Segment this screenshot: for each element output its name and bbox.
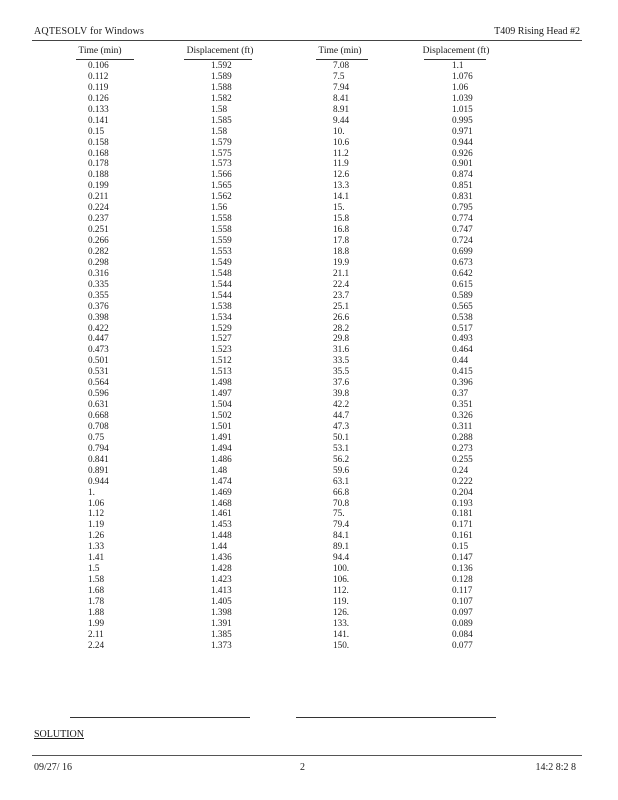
table-row — [0, 148, 618, 159]
solution-label: SOLUTION — [34, 729, 84, 740]
displacement-cell: 1.544 — [211, 289, 232, 300]
table-end-rule — [296, 717, 496, 718]
displacement-cell: 0.147 — [452, 552, 473, 563]
displacement-cell: 0.673 — [452, 256, 473, 267]
time-cell: 112. — [333, 585, 349, 595]
time-cell: 1.99 — [88, 617, 105, 628]
time-cell: 0.141 — [88, 114, 109, 125]
app-title: AQTESOLV for Windows — [34, 26, 145, 37]
table-row — [0, 224, 618, 235]
table-row — [0, 399, 618, 410]
time-cell: 0.237 — [88, 213, 109, 224]
time-cell: 0.158 — [88, 136, 109, 147]
col-header-time-1: Time (min) — [78, 46, 122, 56]
time-cell: 37.6 — [333, 377, 350, 388]
table-row — [0, 454, 618, 465]
footer-date: 09/27/ 16 — [34, 762, 73, 773]
displacement-cell: 0.589 — [452, 289, 473, 300]
displacement-cell: 1.385 — [211, 628, 232, 639]
time-cell: 8.91 — [333, 103, 350, 114]
displacement-cell: 1.534 — [211, 311, 232, 322]
time-cell: 0.15 — [88, 125, 105, 136]
time-cell: 25.1 — [333, 300, 350, 311]
table-row — [0, 279, 618, 290]
displacement-cell: 0.415 — [452, 366, 473, 377]
displacement-cell: 0.493 — [452, 333, 473, 344]
table-row — [0, 476, 618, 487]
time-cell: 0.224 — [88, 202, 109, 213]
time-cell: 13.3 — [333, 180, 350, 191]
displacement-cell: 0.273 — [452, 442, 473, 453]
table-row — [0, 333, 618, 344]
displacement-cell: 0.396 — [452, 377, 473, 388]
table-row — [0, 235, 618, 246]
displacement-cell: 1.559 — [211, 235, 232, 245]
displacement-cell: 1.373 — [211, 639, 232, 650]
time-cell: 1.88 — [88, 606, 105, 617]
time-cell: 31.6 — [333, 344, 350, 355]
time-cell: 42.2 — [333, 399, 350, 410]
table-row — [0, 465, 618, 476]
time-cell: 0.126 — [88, 92, 109, 103]
table-row — [0, 388, 618, 399]
time-cell: 1.06 — [88, 497, 105, 508]
table-row — [0, 137, 618, 148]
displacement-cell: 0.222 — [452, 475, 473, 486]
displacement-cell: 0.565 — [452, 300, 473, 311]
table-row — [0, 574, 618, 585]
displacement-cell: 1.06 — [452, 81, 469, 92]
displacement-cell: 1.512 — [211, 355, 232, 366]
time-cell: 0.447 — [88, 333, 109, 344]
time-cell: 59.6 — [333, 464, 350, 475]
displacement-cell: 0.874 — [452, 169, 473, 180]
time-cell: 75. — [333, 508, 345, 519]
displacement-cell: 1.558 — [211, 224, 232, 235]
time-cell: 0.422 — [88, 322, 109, 333]
col-header-displacement-2: Displacement (ft) — [422, 46, 490, 56]
displacement-cell: 0.901 — [452, 158, 473, 169]
time-cell: 10.6 — [333, 136, 350, 147]
time-cell: 11.2 — [333, 147, 349, 158]
table-row — [0, 618, 618, 629]
time-cell: 21.1 — [333, 267, 350, 278]
time-cell: 119. — [333, 595, 349, 606]
displacement-cell: 0.089 — [452, 617, 473, 628]
table-row — [0, 191, 618, 202]
time-cell: 0.668 — [88, 410, 109, 420]
table-row — [0, 93, 618, 104]
table-row — [0, 301, 618, 312]
time-cell: 44.7 — [333, 410, 350, 420]
time-cell: 1.68 — [88, 585, 105, 595]
time-cell: 0.631 — [88, 399, 109, 410]
table-row — [0, 169, 618, 180]
table-row — [0, 541, 618, 552]
time-cell: 2.11 — [88, 628, 104, 639]
time-cell: 126. — [333, 606, 350, 617]
time-cell: 141. — [333, 628, 350, 639]
displacement-cell: 0.181 — [452, 508, 473, 519]
page-number: 2 — [300, 762, 305, 773]
table-row — [0, 530, 618, 541]
displacement-cell: 1.589 — [211, 70, 232, 81]
displacement-cell: 0.971 — [452, 125, 473, 136]
displacement-cell: 1.469 — [211, 486, 232, 497]
displacement-cell: 0.204 — [452, 486, 473, 497]
time-cell: 0.564 — [88, 377, 109, 388]
table-row — [0, 629, 618, 640]
table-row — [0, 180, 618, 191]
time-cell: 1.5 — [88, 563, 100, 574]
displacement-cell: 0.351 — [452, 399, 473, 410]
displacement-cell: 0.107 — [452, 595, 473, 606]
table-row — [0, 213, 618, 224]
table-row — [0, 366, 618, 377]
displacement-cell: 1.544 — [211, 278, 232, 289]
displacement-cell: 0.311 — [452, 420, 473, 431]
time-cell: 16.8 — [333, 224, 350, 235]
time-cell: 0.199 — [88, 180, 109, 191]
table-row — [0, 432, 618, 443]
displacement-cell: 1.558 — [211, 213, 232, 224]
displacement-cell: 0.15 — [452, 541, 469, 552]
table-row — [0, 257, 618, 268]
displacement-cell: 1.548 — [211, 267, 232, 278]
table-row — [0, 355, 618, 366]
time-cell: 1.33 — [88, 541, 105, 552]
displacement-cell: 1.491 — [211, 431, 232, 442]
displacement-cell: 1.579 — [211, 136, 232, 147]
time-cell: 0.168 — [88, 147, 109, 158]
table-row — [0, 519, 618, 530]
time-cell: 8.41 — [333, 92, 350, 103]
time-cell: 0.891 — [88, 464, 109, 475]
displacement-cell: 0.851 — [452, 180, 473, 191]
time-cell: 0.266 — [88, 235, 109, 245]
displacement-cell: 1.015 — [452, 103, 473, 114]
table-row — [0, 443, 618, 454]
displacement-cell: 1.453 — [211, 519, 232, 530]
time-cell: 133. — [333, 617, 350, 628]
table-row — [0, 552, 618, 563]
time-cell: 2.24 — [88, 639, 105, 650]
time-cell: 17.8 — [333, 235, 350, 245]
table-row — [0, 71, 618, 82]
time-cell: 79.4 — [333, 519, 350, 530]
table-row — [0, 585, 618, 596]
time-cell: 0.596 — [88, 388, 109, 399]
time-cell: 29.8 — [333, 333, 350, 344]
time-cell: 1.19 — [88, 519, 105, 530]
displacement-cell: 1.513 — [211, 366, 232, 377]
displacement-cell: 0.117 — [452, 585, 473, 595]
header-rule — [32, 40, 582, 41]
table-row — [0, 104, 618, 115]
table-row — [0, 596, 618, 607]
displacement-cell: 0.615 — [452, 278, 473, 289]
time-cell: 53.1 — [333, 442, 350, 453]
displacement-cell: 1.56 — [211, 202, 228, 213]
displacement-cell: 1.391 — [211, 617, 232, 628]
displacement-cell: 1.562 — [211, 191, 232, 202]
col-header-displacement-1: Displacement (ft) — [186, 46, 254, 56]
table-row — [0, 421, 618, 432]
displacement-cell: 0.944 — [452, 136, 473, 147]
displacement-cell: 1.398 — [211, 606, 232, 617]
time-cell: 1.12 — [88, 508, 105, 519]
displacement-cell: 1.076 — [452, 70, 473, 81]
time-cell: 89.1 — [333, 541, 350, 552]
time-cell: 94.4 — [333, 552, 350, 563]
displacement-cell: 0.642 — [452, 267, 473, 278]
time-cell: 0.251 — [88, 224, 109, 235]
time-cell: 9.44 — [333, 114, 350, 125]
displacement-cell: 1.582 — [211, 92, 232, 103]
table-row — [0, 202, 618, 213]
table-row — [0, 498, 618, 509]
time-cell: 56.2 — [333, 453, 350, 464]
time-cell: 10. — [333, 125, 345, 136]
time-cell: 63.1 — [333, 475, 350, 486]
time-cell: 150. — [333, 639, 350, 650]
table-row — [0, 344, 618, 355]
table-row — [0, 508, 618, 519]
time-cell: 0.398 — [88, 311, 109, 322]
time-cell: 1.41 — [88, 552, 105, 563]
time-cell: 33.5 — [333, 355, 350, 366]
displacement-cell: 1.501 — [211, 420, 232, 431]
displacement-cell: 0.538 — [452, 311, 473, 322]
time-cell: 18.8 — [333, 245, 350, 256]
displacement-cell: 1.538 — [211, 300, 232, 311]
time-cell: 47.3 — [333, 420, 350, 431]
table-row — [0, 268, 618, 279]
displacement-cell: 0.193 — [452, 497, 473, 508]
displacement-cell: 1.58 — [211, 125, 228, 136]
time-cell: 0.188 — [88, 169, 109, 180]
time-cell: 0.501 — [88, 355, 109, 366]
time-cell: 100. — [333, 563, 350, 574]
table-row — [0, 158, 618, 169]
displacement-cell: 0.326 — [452, 410, 473, 420]
displacement-cell: 0.24 — [452, 464, 469, 475]
displacement-cell: 0.464 — [452, 344, 473, 355]
displacement-cell: 1.523 — [211, 344, 232, 355]
displacement-cell: 0.795 — [452, 202, 473, 213]
displacement-cell: 1.566 — [211, 169, 232, 180]
displacement-cell: 1.529 — [211, 322, 232, 333]
time-cell: 7.08 — [333, 60, 350, 70]
displacement-cell: 1.039 — [452, 92, 473, 103]
displacement-cell: 1.497 — [211, 388, 232, 399]
displacement-cell: 1.549 — [211, 256, 232, 267]
table-row — [0, 82, 618, 93]
displacement-cell: 1.413 — [211, 585, 232, 595]
time-cell: 0.376 — [88, 300, 109, 311]
time-cell: 11.9 — [333, 158, 349, 169]
time-cell: 7.94 — [333, 81, 350, 92]
displacement-cell: 1.588 — [211, 81, 232, 92]
displacement-cell: 0.255 — [452, 453, 473, 464]
col-header-time-2: Time (min) — [318, 46, 362, 56]
displacement-cell: 0.084 — [452, 628, 473, 639]
footer-rule — [32, 755, 582, 756]
displacement-cell: 0.699 — [452, 245, 473, 256]
displacement-cell: 0.171 — [452, 519, 473, 530]
time-cell: 0.119 — [88, 81, 109, 92]
time-cell: 1.58 — [88, 574, 105, 585]
displacement-cell: 0.44 — [452, 355, 469, 366]
displacement-cell: 0.831 — [452, 191, 473, 202]
time-cell: 0.794 — [88, 442, 109, 453]
time-cell: 0.133 — [88, 103, 109, 114]
time-cell: 19.9 — [333, 256, 350, 267]
displacement-cell: 0.995 — [452, 114, 473, 125]
table-row — [0, 410, 618, 421]
time-cell: 0.75 — [88, 431, 105, 442]
displacement-cell: 1.504 — [211, 399, 232, 410]
time-cell: 39.8 — [333, 388, 350, 399]
table-row — [0, 290, 618, 301]
table-row — [0, 640, 618, 651]
displacement-cell: 0.517 — [452, 322, 473, 333]
displacement-cell: 1.494 — [211, 442, 232, 453]
time-cell: 0.112 — [88, 70, 109, 81]
table-row — [0, 246, 618, 257]
displacement-cell: 1.553 — [211, 245, 232, 256]
time-cell: 7.5 — [333, 70, 345, 81]
time-cell: 15. — [333, 202, 345, 213]
displacement-cell: 1.498 — [211, 377, 232, 388]
time-cell: 22.4 — [333, 278, 350, 289]
time-cell: 106. — [333, 574, 350, 585]
table-end-rule — [70, 717, 250, 718]
displacement-cell: 1.474 — [211, 475, 232, 486]
displacement-cell: 1.486 — [211, 453, 232, 464]
time-cell: 84.1 — [333, 530, 350, 541]
time-cell: 1.78 — [88, 595, 105, 606]
table-row — [0, 323, 618, 334]
displacement-cell: 1.468 — [211, 497, 232, 508]
time-cell: 70.8 — [333, 497, 350, 508]
time-cell: 0.841 — [88, 453, 109, 464]
table-row — [0, 607, 618, 618]
displacement-cell: 0.097 — [452, 606, 473, 617]
time-cell: 0.708 — [88, 420, 109, 431]
displacement-cell: 0.128 — [452, 574, 473, 585]
table-row — [0, 487, 618, 498]
time-cell: 0.335 — [88, 278, 109, 289]
time-cell: 26.6 — [333, 311, 350, 322]
displacement-cell: 1.44 — [211, 541, 228, 552]
time-cell: 0.316 — [88, 267, 109, 278]
data-table — [0, 60, 618, 651]
displacement-cell: 1.585 — [211, 114, 232, 125]
time-cell: 23.7 — [333, 289, 350, 300]
table-row — [0, 115, 618, 126]
time-cell: 28.2 — [333, 322, 350, 333]
time-cell: 66.8 — [333, 486, 350, 497]
time-cell: 1.26 — [88, 530, 105, 541]
displacement-cell: 1.428 — [211, 563, 232, 574]
displacement-cell: 0.37 — [452, 388, 469, 399]
table-row — [0, 563, 618, 574]
displacement-cell: 1.48 — [211, 464, 228, 475]
time-cell: 0.473 — [88, 344, 109, 355]
displacement-cell: 1.448 — [211, 530, 232, 541]
displacement-cell: 0.161 — [452, 530, 473, 541]
time-cell: 12.6 — [333, 169, 350, 180]
displacement-cell: 1.405 — [211, 595, 232, 606]
displacement-cell: 0.077 — [452, 639, 473, 650]
footer-time: 14:2 8:2 8 — [535, 762, 576, 773]
time-cell: 0.282 — [88, 245, 109, 256]
displacement-cell: 0.288 — [452, 431, 473, 442]
displacement-cell: 1.502 — [211, 410, 232, 420]
time-cell: 0.178 — [88, 158, 109, 169]
displacement-cell: 1.58 — [211, 103, 228, 114]
table-row — [0, 126, 618, 137]
time-cell: 35.5 — [333, 366, 350, 377]
displacement-cell: 1.1 — [452, 60, 464, 70]
time-cell: 1. — [88, 486, 95, 497]
table-row — [0, 377, 618, 388]
time-cell: 0.106 — [88, 60, 109, 70]
time-cell: 50.1 — [333, 431, 350, 442]
displacement-cell: 1.575 — [211, 147, 232, 158]
displacement-cell: 0.724 — [452, 235, 473, 245]
test-name: T409 Rising Head #2 — [494, 26, 580, 37]
displacement-cell: 0.774 — [452, 213, 473, 224]
displacement-cell: 1.423 — [211, 574, 232, 585]
table-row — [0, 60, 618, 71]
displacement-cell: 1.527 — [211, 333, 232, 344]
time-cell: 15.8 — [333, 213, 350, 224]
time-cell: 0.531 — [88, 366, 109, 377]
displacement-cell: 0.926 — [452, 147, 473, 158]
displacement-cell: 1.436 — [211, 552, 232, 563]
table-row — [0, 312, 618, 323]
displacement-cell: 1.573 — [211, 158, 232, 169]
displacement-cell: 1.565 — [211, 180, 232, 191]
displacement-cell: 1.461 — [211, 508, 232, 519]
time-cell: 0.211 — [88, 191, 109, 202]
time-cell: 14.1 — [333, 191, 350, 202]
time-cell: 0.298 — [88, 256, 109, 267]
time-cell: 0.944 — [88, 475, 109, 486]
displacement-cell: 0.136 — [452, 563, 473, 574]
displacement-cell: 1.592 — [211, 60, 232, 70]
displacement-cell: 0.747 — [452, 224, 473, 235]
time-cell: 0.355 — [88, 289, 109, 300]
